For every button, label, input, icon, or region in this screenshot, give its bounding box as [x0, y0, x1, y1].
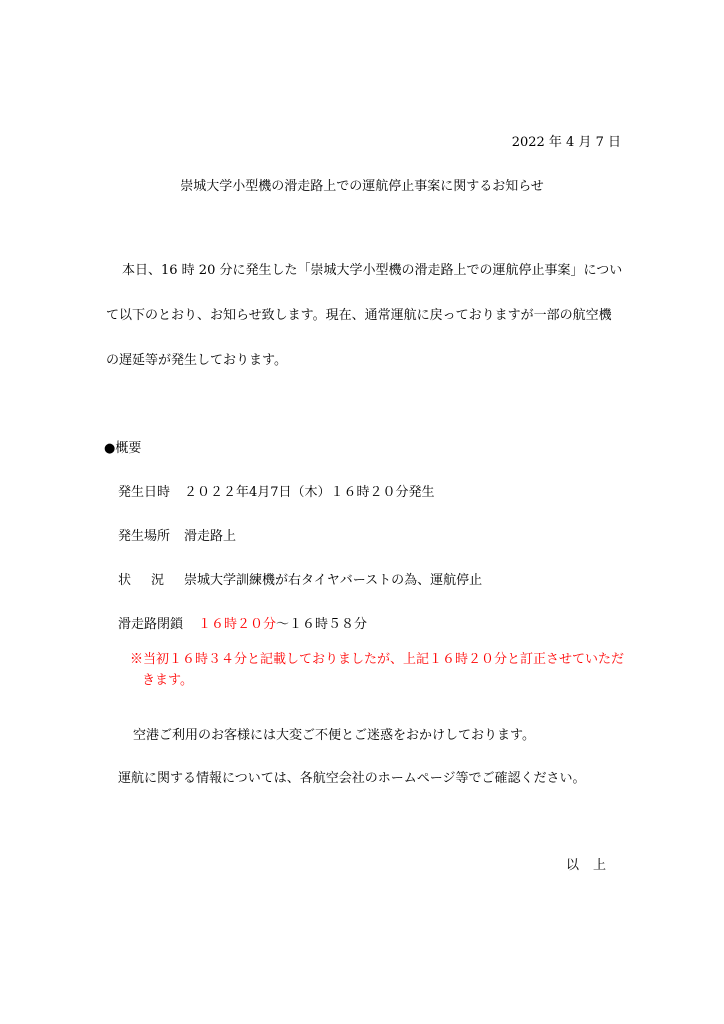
overview-row-location [118, 528, 236, 546]
overview-row-closure [118, 616, 367, 634]
intro-line-2: て以下のとおり、お知らせ致します。現在、通常運航に戻っておりますが一部の航空機 [106, 308, 612, 323]
document-date: 2022 年 4 月 7 日 [511, 135, 621, 150]
overview-label-location: 発生場所 [118, 529, 171, 544]
intro-line-1: 本日、16 時 20 分に発生した「崇城大学小型機の滑走路上での運航停止事案」につい [122, 263, 623, 278]
overview-row-datetime [118, 484, 435, 502]
document-title: 崇城大学小型機の滑走路上での運航停止事案に関するお知らせ [180, 179, 544, 194]
overview-row-status [118, 572, 482, 590]
closing-apology: 空港ご利用のお客様には大変ご不便とご迷惑をおかけしております。 [133, 728, 535, 743]
correction-note-line-2: きます。 [142, 673, 193, 688]
correction-note-line-1: ※当初１６時３４分と記載しておりましたが、上記１６時２０分と訂正させていただ [130, 652, 625, 667]
overview-heading: ●概要 [104, 441, 142, 456]
overview-value-datetime: ２０２２年4月7日（木）１６時２０分発生 [184, 485, 435, 500]
closing-info: 運航に関する情報については、各航空会社のホームページ等でご確認ください。 [118, 771, 586, 786]
overview-label-status: 状況 [118, 573, 185, 588]
closure-start-time: １６時２０分 [198, 617, 277, 632]
intro-line-3: の遅延等が発生しております。 [106, 353, 287, 368]
overview-value-location: 滑走路上 [184, 529, 237, 544]
overview-value-status: 崇城大学訓練機が右タイヤバーストの為、運航停止 [184, 573, 483, 588]
overview-label-closure: 滑走路閉鎖 [118, 617, 184, 632]
document-end-mark: 以上 [565, 858, 620, 873]
closure-end-time: ～１６時５８分 [276, 617, 368, 632]
overview-label-datetime: 発生日時 [118, 485, 171, 500]
